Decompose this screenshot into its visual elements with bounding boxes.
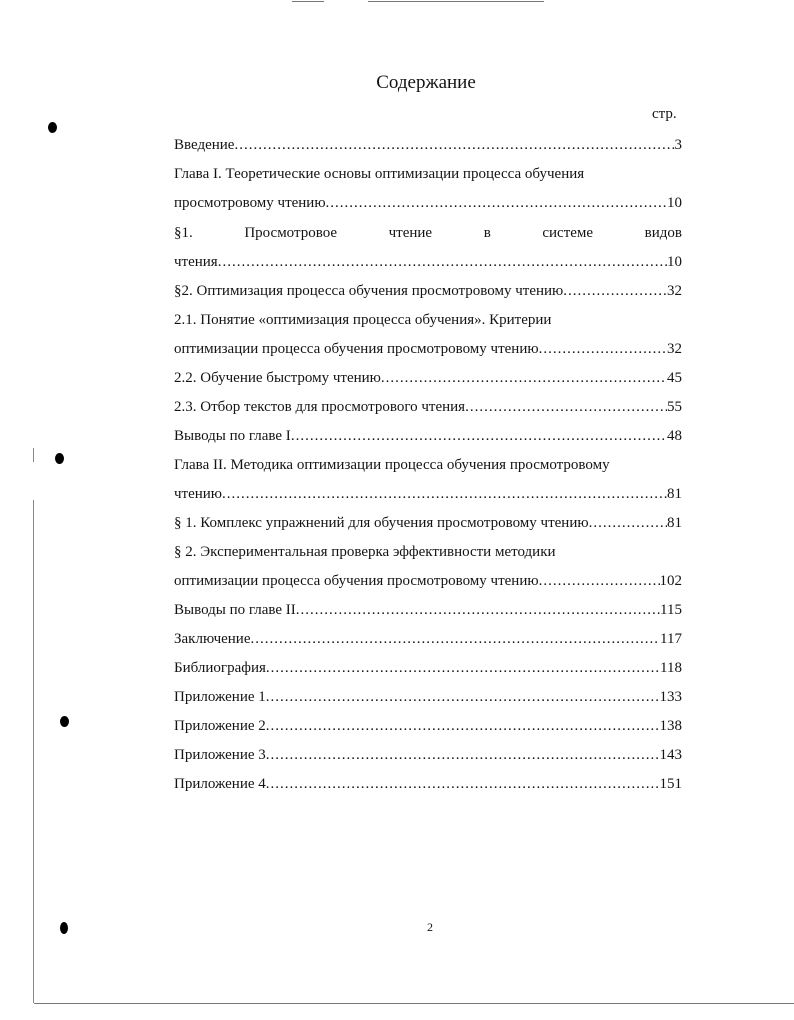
page-title: Содержание (376, 72, 476, 93)
toc-entry-text: Приложение 2 (174, 718, 266, 734)
scan-left-mark (33, 448, 34, 462)
toc-entry-page: 10 (667, 195, 682, 211)
toc-entry (174, 629, 682, 649)
toc-word: системе (542, 225, 594, 241)
punch-hole-mark (60, 716, 69, 727)
toc-entry (174, 193, 682, 213)
scan-left-rule (33, 500, 34, 1003)
toc-entry (174, 281, 682, 301)
toc-entry (174, 513, 682, 533)
punch-hole-mark (55, 453, 64, 464)
toc-entry-text: Глава I. Теоретические основы оптимизации процесса обучения (174, 166, 585, 182)
toc-entry-page: 138 (659, 718, 682, 734)
toc-entry (174, 368, 682, 388)
toc-entry (174, 426, 682, 446)
toc-entry (174, 716, 682, 736)
toc-entry (174, 164, 682, 184)
toc-entry (174, 397, 682, 417)
toc-entry-text: Выводы по главе II (174, 602, 296, 618)
toc-entry (174, 252, 682, 272)
toc-entry-page: 118 (660, 660, 682, 676)
toc-entry-text: Заключение (174, 631, 251, 647)
punch-hole-mark (48, 122, 57, 133)
toc-entry (174, 135, 682, 155)
toc-entry (174, 774, 682, 794)
toc-entry-page: 102 (659, 573, 682, 589)
toc-word: чтение (388, 225, 433, 241)
toc-entry-text: Приложение 1 (174, 689, 266, 705)
page-column-label: стр. (652, 106, 677, 122)
toc-entry (174, 310, 682, 330)
toc-entry-page: 3 (674, 137, 682, 153)
toc-entry-text: 2.1. Понятие «оптимизация процесса обучения». Критерии (174, 312, 552, 328)
toc-entry-text: Выводы по главе I (174, 428, 291, 444)
toc-entry (174, 658, 682, 678)
toc-entry-text: Глава II. Методика оптимизации процесса обучения просмотровому (174, 457, 610, 473)
toc-entry-text: чтения (174, 254, 218, 270)
toc-entry (174, 600, 682, 620)
toc-word: видов (644, 225, 682, 241)
toc-entry-page: 81 (667, 486, 682, 502)
toc-entry-text: оптимизации процесса обучения просмотровому чтению (174, 341, 539, 357)
toc-entry-page: 32 (667, 341, 682, 357)
toc-entry-page: 32 (667, 283, 682, 299)
toc-entry (174, 687, 682, 707)
toc-entry-text: оптимизации процесса обучения просмотровому чтению (174, 573, 539, 589)
toc-entry-text: 2.3. Отбор текстов для просмотрового чтения (174, 399, 466, 415)
scan-top-rule (368, 1, 544, 2)
toc-entry-text: Приложение 4 (174, 776, 266, 792)
scan-top-mark (292, 1, 324, 2)
page-number: 2 (427, 920, 433, 934)
toc-entry-page: 117 (660, 631, 682, 647)
toc-entry-text: 2.2. Обучение быстрому чтению (174, 370, 381, 386)
toc-entry-page: 151 (659, 776, 682, 792)
toc-entry-page: 133 (659, 689, 682, 705)
toc-entry (174, 223, 682, 243)
toc-entry (174, 571, 682, 591)
toc-entry-text: Библиография (174, 660, 266, 676)
toc-entry-text: §2. Оптимизация процесса обучения просмотровому чтению (174, 283, 564, 299)
toc-entry-page: 48 (667, 428, 682, 444)
toc-entry-page: 115 (660, 602, 682, 618)
toc-entry (174, 745, 682, 765)
toc-entry (174, 484, 682, 504)
toc-word: §1. (174, 225, 193, 241)
toc-entry-page: 55 (667, 399, 682, 415)
toc-entry-page: 81 (667, 515, 682, 531)
toc-entry-text: Приложение 3 (174, 747, 266, 763)
toc-word: Просмотровое (244, 225, 338, 241)
punch-hole-mark (60, 922, 68, 934)
toc-entry (174, 455, 682, 475)
toc-entry-page: 10 (667, 254, 682, 270)
toc-entry (174, 542, 682, 562)
scan-bottom-rule (34, 1003, 794, 1004)
toc-entry-text: Введение (174, 137, 235, 153)
toc-entry-text: просмотровому чтению (174, 195, 326, 211)
toc-entry-text: § 2. Экспериментальная проверка эффективности методики (174, 544, 556, 560)
toc-entry-page: 143 (659, 747, 682, 763)
toc-entry-text: § 1. Комплекс упражнений для обучения просмотровому чтению (174, 515, 589, 531)
toc-entry (174, 339, 682, 359)
toc-word: в (483, 225, 491, 241)
toc-entry-page: 45 (667, 370, 682, 386)
toc-entry-text: чтению (174, 486, 223, 502)
